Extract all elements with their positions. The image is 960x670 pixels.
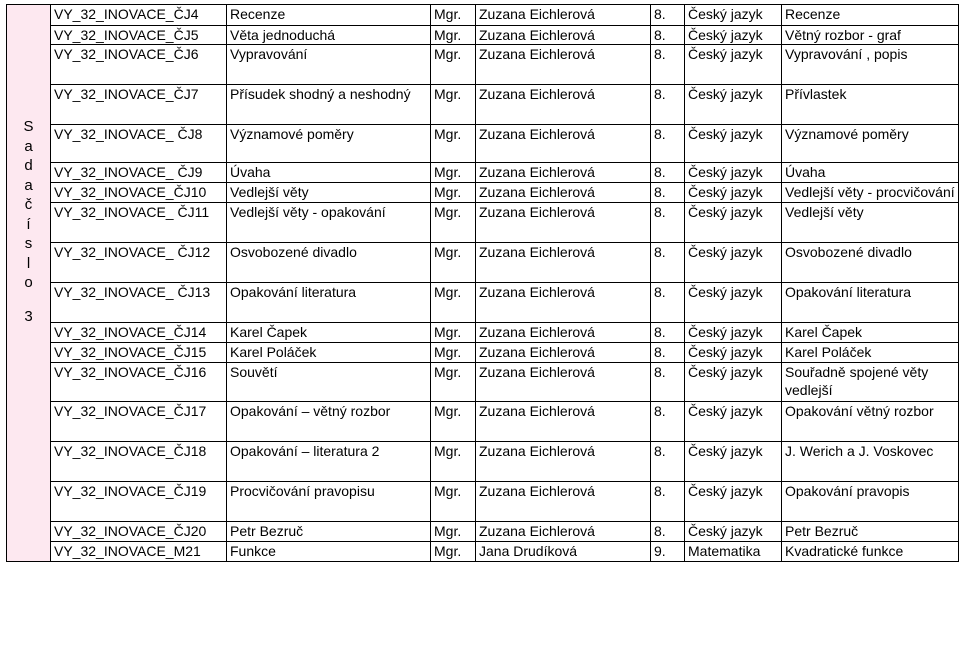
cell-topic: Vedlejší věty - opakování — [227, 203, 431, 243]
cell-grade: 8. — [651, 323, 685, 343]
cell-title: Mgr. — [431, 85, 476, 125]
sidebar-letter: l — [26, 254, 31, 272]
cell-code: VY_32_INOVACE_ČJ17 — [51, 402, 227, 442]
cell-subject: Český jazyk — [685, 363, 782, 402]
cell-topic: Významové poměry — [227, 125, 431, 163]
cell-grade: 8. — [651, 85, 685, 125]
cell-title: Mgr. — [431, 323, 476, 343]
cell-grade: 8. — [651, 243, 685, 283]
cell-grade: 8. — [651, 183, 685, 203]
cell-title: Mgr. — [431, 243, 476, 283]
cell-title: Mgr. — [431, 5, 476, 26]
cell-subject: Český jazyk — [685, 323, 782, 343]
cell-topic: Úvaha — [227, 163, 431, 183]
cell-author: Zuzana Eichlerová — [476, 125, 651, 163]
sidebar-letter: s — [24, 235, 33, 252]
cell-subject: Český jazyk — [685, 85, 782, 125]
sidebar-label-cell — [7, 5, 51, 562]
cell-topic: Opakování – literatura 2 — [227, 442, 431, 482]
table-row — [7, 45, 959, 85]
cell-subject: Český jazyk — [685, 482, 782, 522]
cell-author: Zuzana Eichlerová — [476, 442, 651, 482]
cell-code: VY_32_INOVACE_ČJ19 — [51, 482, 227, 522]
table-row — [7, 363, 959, 402]
cell-note: Opakování pravopis — [782, 482, 959, 522]
cell-topic: Petr Bezruč — [227, 522, 431, 542]
cell-grade: 8. — [651, 283, 685, 323]
cell-author: Zuzana Eichlerová — [476, 522, 651, 542]
table-row — [7, 482, 959, 522]
cell-title: Mgr. — [431, 363, 476, 402]
cell-author: Zuzana Eichlerová — [476, 163, 651, 183]
cell-title: Mgr. — [431, 125, 476, 163]
cell-subject: Český jazyk — [685, 402, 782, 442]
cell-subject: Český jazyk — [685, 125, 782, 163]
table-row — [7, 442, 959, 482]
cell-code: VY_32_INOVACE_ČJ10 — [51, 183, 227, 203]
cell-note: Přívlastek — [782, 85, 959, 125]
cell-code: VY_32_INOVACE_ČJ20 — [51, 522, 227, 542]
cell-code: VY_32_INOVACE_ČJ18 — [51, 442, 227, 482]
cell-grade: 8. — [651, 125, 685, 163]
cell-note: Osvobozené divadlo — [782, 243, 959, 283]
cell-note: Kvadratické funkce — [782, 542, 959, 562]
cell-title: Mgr. — [431, 442, 476, 482]
cell-subject: Český jazyk — [685, 243, 782, 283]
cell-title: Mgr. — [431, 402, 476, 442]
cell-author: Zuzana Eichlerová — [476, 323, 651, 343]
sidebar-letter: í — [26, 215, 31, 233]
cell-author: Zuzana Eichlerová — [476, 45, 651, 85]
table-row — [7, 183, 959, 203]
cell-author: Zuzana Eichlerová — [476, 85, 651, 125]
cell-author: Zuzana Eichlerová — [476, 243, 651, 283]
cell-topic: Opakování literatura — [227, 283, 431, 323]
cell-author: Zuzana Eichlerová — [476, 482, 651, 522]
cell-topic: Karel Poláček — [227, 343, 431, 363]
cell-grade: 8. — [651, 482, 685, 522]
cell-title: Mgr. — [431, 482, 476, 522]
cell-grade: 8. — [651, 442, 685, 482]
cell-author: Zuzana Eichlerová — [476, 283, 651, 323]
cell-note: Opakování větný rozbor — [782, 402, 959, 442]
cell-note: Významové poměry — [782, 125, 959, 163]
table-row — [7, 85, 959, 125]
cell-topic: Procvičování pravopisu — [227, 482, 431, 522]
cell-subject: Český jazyk — [685, 26, 782, 45]
sidebar-letter: č — [24, 196, 33, 213]
cell-code: VY_32_INOVACE_ČJ15 — [51, 343, 227, 363]
cell-topic: Recenze — [227, 5, 431, 26]
cell-note: Recenze — [782, 5, 959, 26]
cell-code: VY_32_INOVACE_ ČJ8 — [51, 125, 227, 163]
cell-author: Zuzana Eichlerová — [476, 203, 651, 243]
cell-subject: Český jazyk — [685, 163, 782, 183]
table-row — [7, 243, 959, 283]
cell-author: Zuzana Eichlerová — [476, 363, 651, 402]
cell-code: VY_32_INOVACE_M21 — [51, 542, 227, 562]
cell-grade: 8. — [651, 203, 685, 243]
cell-title: Mgr. — [431, 522, 476, 542]
table-row — [7, 522, 959, 542]
cell-code: VY_32_INOVACE_ ČJ13 — [51, 283, 227, 323]
cell-title: Mgr. — [431, 283, 476, 323]
sidebar-letter: d — [24, 157, 33, 174]
cell-note: J. Werich a J. Voskovec — [782, 442, 959, 482]
cell-code: VY_32_INOVACE_ČJ5 — [51, 26, 227, 45]
cell-note: Souřadně spojené věty vedlejší — [782, 363, 959, 402]
table-row — [7, 542, 959, 562]
cell-note: Petr Bezruč — [782, 522, 959, 542]
table-row — [7, 343, 959, 363]
cell-topic: Osvobozené divadlo — [227, 243, 431, 283]
cell-topic: Vedlejší věty — [227, 183, 431, 203]
cell-subject: Český jazyk — [685, 343, 782, 363]
cell-topic: Souvětí — [227, 363, 431, 402]
cell-code: VY_32_INOVACE_ČJ4 — [51, 5, 227, 26]
cell-note: Karel Poláček — [782, 343, 959, 363]
sidebar-letter: o — [24, 274, 33, 291]
cell-author: Zuzana Eichlerová — [476, 26, 651, 45]
cell-note: Úvaha — [782, 163, 959, 183]
cell-author: Zuzana Eichlerová — [476, 5, 651, 26]
cell-title: Mgr. — [431, 163, 476, 183]
cell-subject: Český jazyk — [685, 522, 782, 542]
table-body — [7, 5, 959, 562]
table-row — [7, 26, 959, 45]
sidebar-number: 3 — [24, 307, 33, 325]
sidebar-letter: a — [24, 137, 33, 155]
table-row — [7, 125, 959, 163]
cell-title: Mgr. — [431, 343, 476, 363]
cell-grade: 8. — [651, 363, 685, 402]
table-row — [7, 163, 959, 183]
table-row — [7, 203, 959, 243]
cell-subject: Český jazyk — [685, 183, 782, 203]
cell-grade: 8. — [651, 402, 685, 442]
cell-note: Karel Čapek — [782, 323, 959, 343]
table-row — [7, 402, 959, 442]
cell-note: Větný rozbor - graf — [782, 26, 959, 45]
cell-grade: 9. — [651, 542, 685, 562]
cell-author: Zuzana Eichlerová — [476, 343, 651, 363]
cell-subject: Český jazyk — [685, 45, 782, 85]
cell-topic: Opakování – větný rozbor — [227, 402, 431, 442]
cell-topic: Přísudek shodný a neshodný — [227, 85, 431, 125]
cell-author: Jana Drudíková — [476, 542, 651, 562]
cell-code: VY_32_INOVACE_ČJ7 — [51, 85, 227, 125]
cell-note: Opakování literatura — [782, 283, 959, 323]
cell-code: VY_32_INOVACE_ ČJ9 — [51, 163, 227, 183]
table-row — [7, 323, 959, 343]
cell-topic: Vypravování — [227, 45, 431, 85]
cell-subject: Český jazyk — [685, 283, 782, 323]
cell-topic: Karel Čapek — [227, 323, 431, 343]
cell-title: Mgr. — [431, 203, 476, 243]
table-row — [7, 283, 959, 323]
cell-note: Vypravování , popis — [782, 45, 959, 85]
cell-grade: 8. — [651, 522, 685, 542]
cell-subject: Český jazyk — [685, 203, 782, 243]
cell-topic: Funkce — [227, 542, 431, 562]
cell-subject: Matematika — [685, 542, 782, 562]
cell-title: Mgr. — [431, 45, 476, 85]
materials-table — [6, 4, 959, 562]
cell-code: VY_32_INOVACE_ČJ6 — [51, 45, 227, 85]
sidebar-letter: a — [24, 176, 33, 194]
cell-grade: 8. — [651, 45, 685, 85]
cell-code: VY_32_INOVACE_ ČJ11 — [51, 203, 227, 243]
cell-subject: Český jazyk — [685, 5, 782, 26]
cell-author: Zuzana Eichlerová — [476, 402, 651, 442]
cell-author: Zuzana Eichlerová — [476, 183, 651, 203]
cell-subject: Český jazyk — [685, 442, 782, 482]
cell-title: Mgr. — [431, 26, 476, 45]
cell-code: VY_32_INOVACE_ČJ16 — [51, 363, 227, 402]
table-row — [7, 5, 959, 26]
cell-grade: 8. — [651, 26, 685, 45]
cell-code: VY_32_INOVACE_ČJ14 — [51, 323, 227, 343]
cell-topic: Věta jednoduchá — [227, 26, 431, 45]
cell-title: Mgr. — [431, 183, 476, 203]
sidebar-letter: S — [23, 118, 34, 135]
cell-title: Mgr. — [431, 542, 476, 562]
cell-note: Vedlejší věty — [782, 203, 959, 243]
cell-code: VY_32_INOVACE_ ČJ12 — [51, 243, 227, 283]
cell-grade: 8. — [651, 163, 685, 183]
cell-note: Vedlejší věty - procvičování — [782, 183, 959, 203]
cell-grade: 8. — [651, 5, 685, 26]
cell-grade: 8. — [651, 343, 685, 363]
